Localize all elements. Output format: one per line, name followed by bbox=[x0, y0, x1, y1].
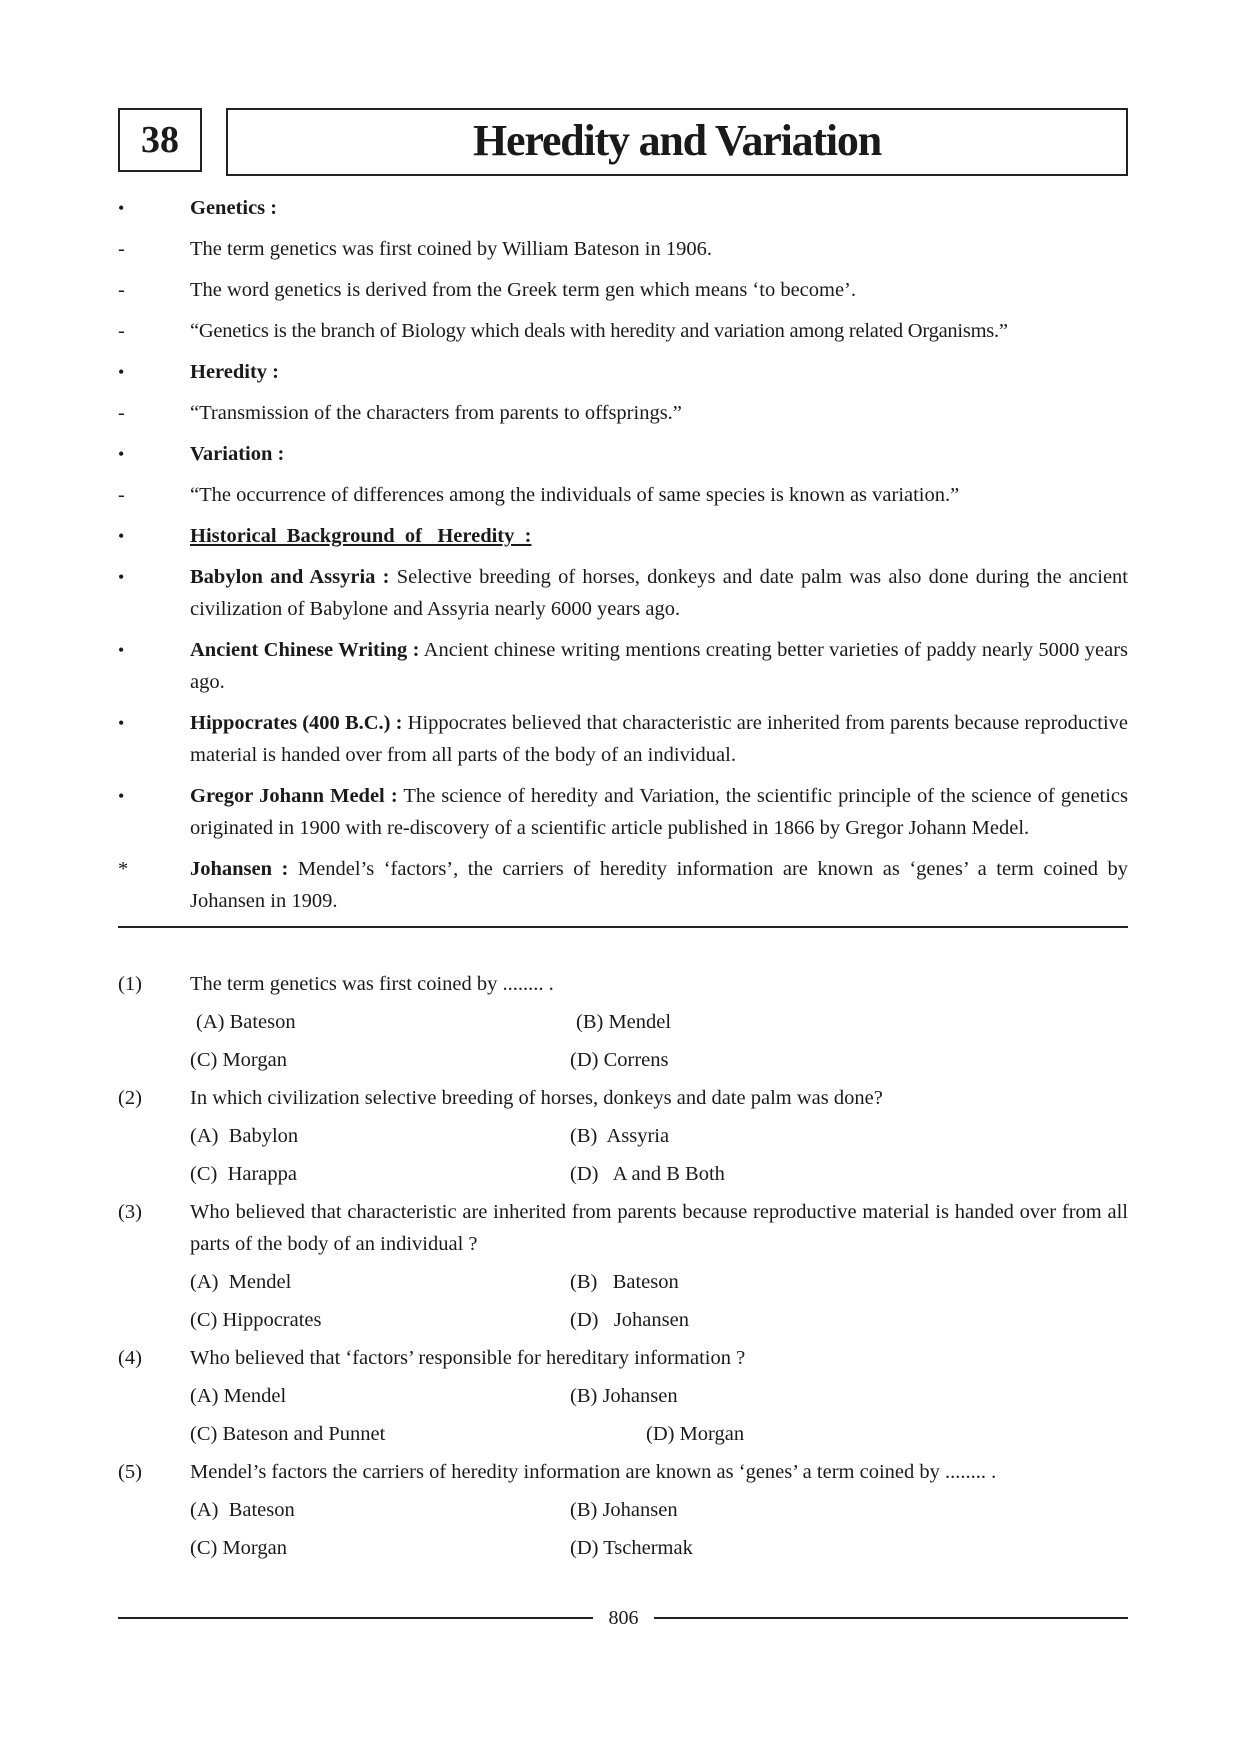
question-text: Who believed that ‘factors’ responsible for hereditary information ? bbox=[190, 1347, 746, 1369]
option-b: (B) Assyria bbox=[570, 1125, 670, 1147]
option-c: (C) Morgan bbox=[190, 1537, 287, 1559]
note-hippocrates bbox=[118, 707, 1128, 771]
note-text: “The occurrence of differences among the individuals of same species is known as variation.” bbox=[190, 484, 960, 506]
dash-mark: - bbox=[118, 402, 125, 424]
option-d: (D) A and B Both bbox=[570, 1163, 725, 1185]
page-number: 806 bbox=[608, 1607, 639, 1629]
section-divider bbox=[118, 926, 1128, 928]
note-heading: Genetics : bbox=[190, 197, 278, 219]
option-b: (B) Mendel bbox=[576, 1011, 672, 1033]
note-heredity bbox=[118, 356, 1128, 388]
bullet-mark: • bbox=[118, 362, 125, 382]
option-c: (C) Hippocrates bbox=[190, 1309, 322, 1331]
question-5 bbox=[118, 1456, 1128, 1564]
page-footer bbox=[118, 1604, 1128, 1632]
bullet-mark: • bbox=[118, 444, 125, 464]
note-heading: Ancient Chinese Writing : bbox=[190, 639, 420, 661]
bullet-mark: • bbox=[118, 713, 125, 733]
option-b: (B) Bateson bbox=[570, 1271, 679, 1293]
note-item bbox=[118, 233, 1128, 265]
note-heading: Gregor Johann Medel : bbox=[190, 785, 398, 807]
questions-section bbox=[118, 968, 1128, 1564]
note-item bbox=[118, 274, 1128, 306]
note-item bbox=[118, 315, 1128, 347]
option-d: (D) Johansen bbox=[570, 1309, 689, 1331]
footer-rule-right bbox=[654, 1617, 1128, 1619]
option-a: (A) Bateson bbox=[190, 1499, 295, 1521]
chapter-number: 38 bbox=[118, 108, 202, 172]
asterisk-mark: * bbox=[118, 858, 129, 880]
question-number: (3) bbox=[118, 1201, 142, 1223]
option-d: (D) Tschermak bbox=[570, 1537, 693, 1559]
note-heading: Hippocrates (400 B.C.) : bbox=[190, 712, 403, 734]
question-number: (4) bbox=[118, 1347, 142, 1369]
chapter-header bbox=[118, 108, 1128, 178]
dash-mark: - bbox=[118, 279, 125, 301]
note-historical bbox=[118, 520, 1128, 552]
note-text: The science of heredity and Variation, the scientific principle of the science of genetics originated in 1900 with re-discovery of a scientific article published in 1866 by Gregor Johann Medel. bbox=[190, 785, 1128, 839]
bullet-mark: • bbox=[118, 640, 125, 660]
note-text: Selective breeding of horses, donkeys and date palm was also done during the ancient civilization of Babylone and Assyria nearly 6000 years ago. bbox=[190, 566, 1128, 620]
note-heading: Heredity : bbox=[190, 361, 279, 383]
note-text: Hippocrates believed that characteristic are inherited from parents because reproductive material is handed over from all parts of the body of an individual. bbox=[190, 712, 1128, 766]
dash-mark: - bbox=[118, 484, 125, 506]
option-c: (C) Harappa bbox=[190, 1163, 298, 1185]
question-text: In which civilization selective breeding of horses, donkeys and date palm was done? bbox=[190, 1087, 883, 1109]
question-text: Who believed that characteristic are inherited from parents because reproductive material is handed over from all parts of the body of an individual ? bbox=[190, 1201, 1128, 1255]
question-text: Mendel’s factors the carriers of heredity information are known as ‘genes’ a term coined by ........ . bbox=[190, 1461, 997, 1483]
question-3 bbox=[118, 1196, 1128, 1336]
note-heading: Historical Background of Heredity : bbox=[190, 525, 532, 547]
note-heading: Johansen : bbox=[190, 858, 289, 880]
footer-rule-left bbox=[118, 1617, 593, 1619]
question-number: (1) bbox=[118, 973, 142, 995]
note-genetics bbox=[118, 192, 1128, 224]
option-a: (A) Mendel bbox=[190, 1385, 287, 1407]
dash-mark: - bbox=[118, 238, 125, 260]
note-text: The word genetics is derived from the Greek term gen which means ‘to become’. bbox=[190, 279, 857, 301]
note-heading: Variation : bbox=[190, 443, 285, 465]
note-variation bbox=[118, 438, 1128, 470]
question-text: The term genetics was first coined by ........ . bbox=[190, 973, 554, 995]
note-item bbox=[118, 479, 1128, 511]
chapter-title: Heredity and Variation bbox=[226, 108, 1128, 176]
option-b: (B) Johansen bbox=[570, 1385, 678, 1407]
question-number: (2) bbox=[118, 1087, 142, 1109]
option-d: (D) Morgan bbox=[646, 1423, 745, 1445]
note-text: “Genetics is the branch of Biology which deals with heredity and variation among related Organisms.” bbox=[190, 320, 1008, 342]
note-johansen bbox=[118, 853, 1128, 917]
question-4 bbox=[118, 1342, 1128, 1450]
notes-section bbox=[118, 192, 1128, 917]
note-text: Mendel’s ‘factors’, the carriers of heredity information are known as ‘genes’ a term coined by Johansen in 1909. bbox=[190, 858, 1128, 912]
bullet-mark: • bbox=[118, 526, 125, 546]
note-text: “Transmission of the characters from parents to offsprings.” bbox=[190, 402, 682, 424]
question-number: (5) bbox=[118, 1461, 142, 1483]
note-item bbox=[118, 397, 1128, 429]
question-2 bbox=[118, 1082, 1128, 1190]
dash-mark: - bbox=[118, 320, 125, 342]
question-1 bbox=[118, 968, 1128, 1076]
note-chinese bbox=[118, 634, 1128, 698]
note-text: The term genetics was first coined by William Bateson in 1906. bbox=[190, 238, 712, 260]
option-c: (C) Morgan bbox=[190, 1049, 287, 1071]
option-b: (B) Johansen bbox=[570, 1499, 678, 1521]
bullet-mark: • bbox=[118, 567, 125, 587]
option-c: (C) Bateson and Punnet bbox=[190, 1423, 386, 1445]
page bbox=[118, 108, 1128, 1570]
bullet-mark: • bbox=[118, 786, 125, 806]
note-heading: Babylon and Assyria : bbox=[190, 566, 390, 588]
option-a: (A) Babylon bbox=[190, 1125, 299, 1147]
bullet-mark: • bbox=[118, 198, 125, 218]
note-medel bbox=[118, 780, 1128, 844]
note-babylon bbox=[118, 561, 1128, 625]
note-text: Ancient chinese writing mentions creating better varieties of paddy nearly 5000 years ago. bbox=[190, 639, 1129, 693]
option-a: (A) Mendel bbox=[190, 1271, 292, 1293]
option-d: (D) Correns bbox=[570, 1049, 669, 1071]
option-a: (A) Bateson bbox=[196, 1011, 296, 1033]
